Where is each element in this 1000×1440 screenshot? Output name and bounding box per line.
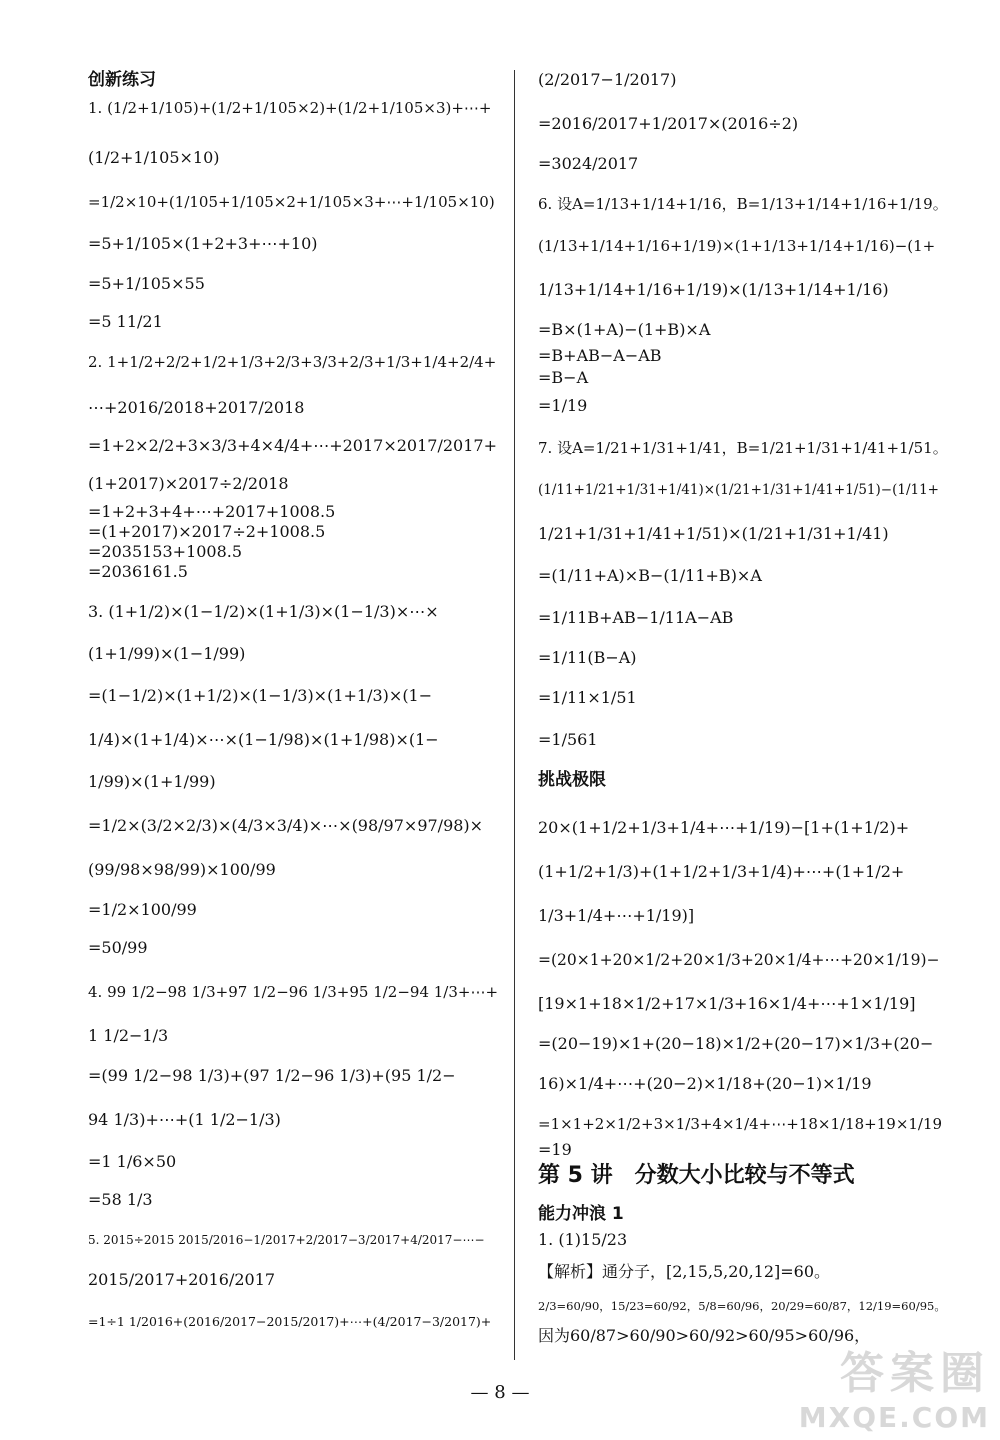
- math-line: 1/3+1/4+⋯+1/19)]: [538, 906, 695, 925]
- math-line: =1/561: [538, 730, 598, 749]
- math-line: 因为60/87>60/90>60/92>60/95>60/96，: [538, 1326, 871, 1345]
- math-line: =2016/2017+1/2017×(2016÷2): [538, 114, 799, 133]
- section-heading: 能力冲浪 1: [538, 1204, 624, 1224]
- math-line: =1/11(B−A): [538, 648, 637, 667]
- math-line: 16)×1/4+⋯+(20−2)×1/18+(20−1)×1/19: [538, 1074, 872, 1093]
- math-line: =1×1+2×1/2+3×1/3+4×1/4+⋯+18×1/18+19×1/19: [538, 1115, 943, 1133]
- math-line: 1. (1)15/23: [538, 1230, 628, 1249]
- math-line: (1/11+1/21+1/31+1/41)×(1/21+1/31+1/41+1/51)−(1/11+: [538, 482, 939, 498]
- math-line: =(20−19)×1+(20−18)×1/2+(20−17)×1/3+(20−: [538, 1034, 934, 1053]
- watermark-url: MXQE.COM: [798, 1401, 990, 1434]
- math-line: =58 1/3: [88, 1190, 153, 1209]
- math-line: 1/4)×(1+1/4)×⋯×(1−1/98)×(1+1/98)×(1−: [88, 730, 439, 749]
- math-line: =1 1/6×50: [88, 1152, 177, 1171]
- chapter-title: 第 5 讲 分数大小比较与不等式: [538, 1163, 855, 1188]
- math-line: =5+1/105×55: [88, 274, 205, 293]
- math-line: 5. 2015÷2015 2015/2016−1/2017+2/2017−3/2017+4/2017−⋯−: [88, 1233, 485, 1247]
- math-line: (1+1/99)×(1−1/99): [88, 644, 246, 663]
- math-line: =(20×1+20×1/2+20×1/3+20×1/4+⋯+20×1/19)−: [538, 951, 940, 969]
- math-line: =1/2×10+(1/105+1/105×2+1/105×3+⋯+1/105×10): [88, 193, 495, 211]
- watermark-logo: [799, 1337, 990, 1434]
- math-line: (1+1/2+1/3)+(1+1/2+1/3+1/4)+⋯+(1+1/2+: [538, 862, 905, 881]
- math-line: =2036161.5: [88, 562, 188, 581]
- math-line: (1/2+1/105×10): [88, 148, 220, 167]
- math-line: =1+2+3+4+⋯+2017+1008.5: [88, 502, 336, 521]
- math-line: =5 11/21: [88, 312, 163, 331]
- math-line: [19×1+18×1/2+17×1/3+16×1/4+⋯+1×1/19]: [538, 994, 916, 1013]
- math-line: 3. (1+1/2)×(1−1/2)×(1+1/3)×(1−1/3)×⋯×: [88, 602, 439, 621]
- math-line: 2015/2017+2016/2017: [88, 1270, 276, 1289]
- math-line: =50/99: [88, 938, 148, 957]
- section-heading: 创新练习: [88, 70, 156, 90]
- math-line: =1/19: [538, 396, 588, 415]
- math-line: 2. 1+1/2+2/2+1/2+1/3+2/3+3/3+2/3+1/3+1/4+2/4+: [88, 353, 497, 371]
- math-line: =(1/11+A)×B−(1/11+B)×A: [538, 566, 762, 585]
- math-line: 7. 设A=1/21+1/31+1/41，B=1/21+1/31+1/41+1/51。: [538, 439, 948, 457]
- math-line: =(99 1/2−98 1/3)+(97 1/2−96 1/3)+(95 1/2−: [88, 1066, 456, 1085]
- math-line: =1÷1 1/2016+(2016/2017−2015/2017)+⋯+(4/2017−3/2017)+: [88, 1314, 492, 1329]
- math-line: =(1+2017)×2017÷2+1008.5: [88, 522, 326, 541]
- math-line: 【解析】通分子，[2,15,5,20,12]=60。: [538, 1262, 831, 1281]
- page-number: — 8 —: [470, 1382, 530, 1403]
- math-line: 6. 设A=1/13+1/14+1/16，B=1/13+1/14+1/16+1/19。: [538, 195, 948, 213]
- math-line: =5+1/105×(1+2+3+⋯+10): [88, 234, 318, 253]
- math-line: =19: [538, 1140, 572, 1159]
- math-line: =2035153+1008.5: [88, 542, 243, 561]
- math-line: =1+2×2/2+3×3/3+4×4/4+⋯+2017×2017/2017+: [88, 436, 497, 455]
- math-line: =1/11×1/51: [538, 688, 637, 707]
- math-line: =(1−1/2)×(1+1/2)×(1−1/3)×(1+1/3)×(1−: [88, 686, 433, 705]
- math-line: 1/21+1/31+1/41+1/51)×(1/21+1/31+1/41): [538, 524, 889, 543]
- math-line: =1/2×(3/2×2/3)×(4/3×3/4)×⋯×(98/97×97/98)×: [88, 816, 484, 835]
- math-line: (2/2017−1/2017): [538, 70, 677, 89]
- math-line: (1+2017)×2017÷2/2018: [88, 474, 289, 493]
- math-line: =3024/2017: [538, 154, 639, 173]
- watermark-text: 答案圈: [840, 1348, 990, 1399]
- math-line: ⋯+2016/2018+2017/2018: [88, 398, 305, 417]
- math-line: (99/98×98/99)×100/99: [88, 860, 276, 879]
- math-line: 20×(1+1/2+1/3+1/4+⋯+1/19)−[1+(1+1/2)+: [538, 818, 910, 837]
- math-line: 2/3=60/90，15/23=60/92，5/8=60/96，20/29=60/87，12/19=60/95。: [538, 1299, 946, 1313]
- math-line: 1 1/2−1/3: [88, 1026, 169, 1045]
- math-line: (1/13+1/14+1/16+1/19)×(1+1/13+1/14+1/16)−(1+: [538, 237, 936, 255]
- math-line: =B−A: [538, 368, 589, 387]
- math-line: =B+AB−A−AB: [538, 346, 662, 365]
- column-divider: [514, 70, 515, 1360]
- math-line: 4. 99 1/2−98 1/3+97 1/2−96 1/3+95 1/2−94 1/3+⋯+: [88, 983, 499, 1001]
- math-line: =1/11B+AB−1/11A−AB: [538, 608, 734, 627]
- math-line: 1/13+1/14+1/16+1/19)×(1/13+1/14+1/16): [538, 280, 889, 299]
- math-line: =B×(1+A)−(1+B)×A: [538, 320, 711, 339]
- math-line: 1/99)×(1+1/99): [88, 772, 216, 791]
- section-heading: 挑战极限: [538, 770, 606, 790]
- math-line: =1/2×100/99: [88, 900, 197, 919]
- math-line: 1. (1/2+1/105)+(1/2+1/105×2)+(1/2+1/105×3)+⋯+: [88, 99, 492, 117]
- math-line: 94 1/3)+⋯+(1 1/2−1/3): [88, 1110, 281, 1129]
